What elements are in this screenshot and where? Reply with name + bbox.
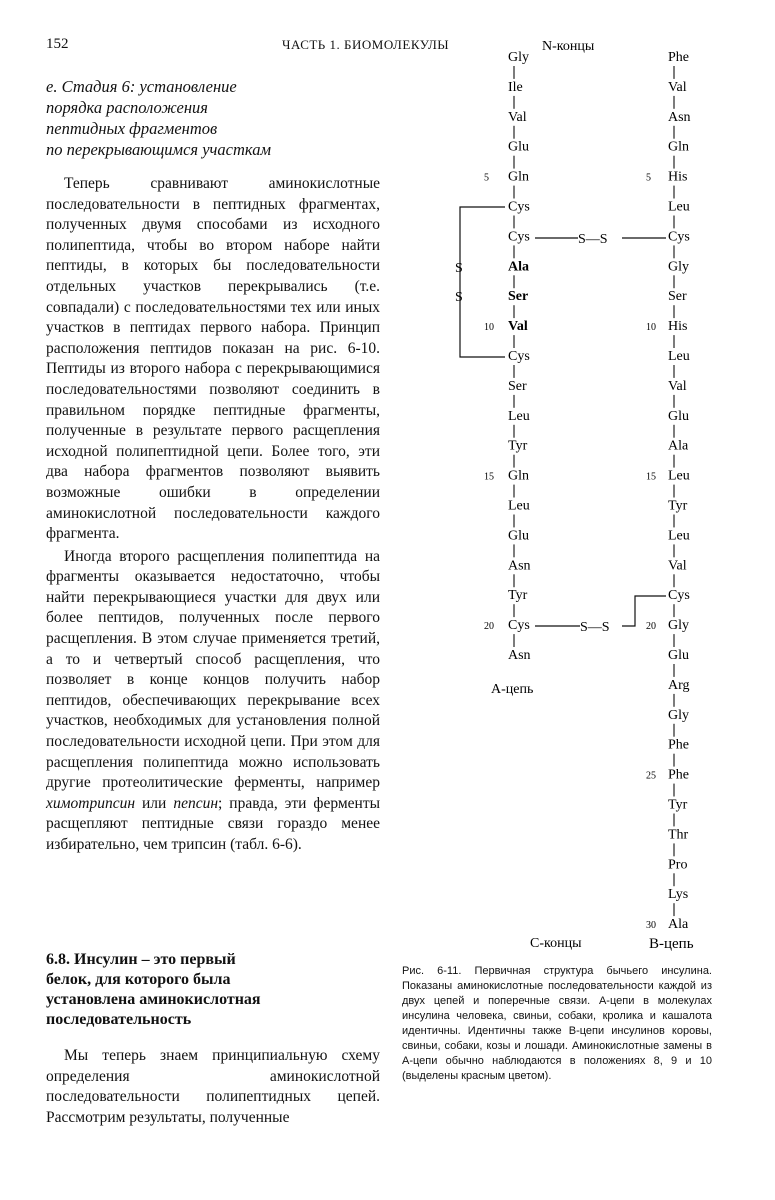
interchain-disulfide-label: S—S: [578, 232, 608, 247]
b-chain-residue: Ala: [668, 917, 689, 933]
a-chain-residue: Gly: [508, 50, 529, 65]
intrachain-s-label: S: [455, 261, 463, 276]
b-chain-residue: Leu: [668, 468, 690, 484]
a-chain-position-marker: 5: [484, 172, 489, 184]
b-chain-residue: Gly: [668, 707, 689, 723]
b-chain-position-marker: 30: [646, 920, 656, 932]
b-chain-residue: Tyr: [668, 797, 688, 813]
b-chain-residue: Tyr: [668, 498, 688, 514]
section-title-line: е. Стадия 6: установление: [46, 77, 237, 96]
heading-line: белок, для которого была: [46, 971, 231, 988]
a-chain-residue: Tyr: [508, 438, 528, 454]
b-chain-residue: Phe: [668, 50, 689, 65]
section-title-line: по перекрывающимся участкам: [46, 140, 271, 159]
a-chain-residue: Glu: [508, 528, 529, 544]
b-chain-residue: Arg: [668, 677, 690, 693]
b-chain-residue: Cys: [668, 229, 690, 245]
b-chain-residue: Cys: [668, 588, 690, 604]
n-ends-label: N-концы: [542, 39, 595, 54]
a-chain-residue: Val: [508, 319, 528, 335]
b-chain-position-marker: 5: [646, 172, 651, 184]
paragraph-2-start: Иногда второго расщепления полипептида на фрагменты оказывается недостаточно, чтобы найти перекрывающиеся участки для двух или более пептидов, полученных после первого расщепления. В этом случае применяется третий, а то и четвертый способ расщепления, что позволяет в конце концов получить набор пептидов, обеспечивающих перекрывание всех участков, необходимых для установления полной последовательности исходной цепи. При этом для расщепления полипептида можно использовать другие протеолитические ферменты, например: [46, 547, 380, 792]
a-chain-residue: Asn: [508, 648, 531, 663]
enzyme-pepsin: пепсин: [173, 794, 219, 812]
a-chain-residue: Cys: [508, 199, 530, 215]
b-chain-residue: Val: [668, 79, 687, 95]
a-chain-residue: Ser: [508, 378, 527, 394]
b-chain-residue: Asn: [668, 109, 691, 125]
b-chain-residue: Gly: [668, 259, 689, 275]
b-chain-residue: Val: [668, 558, 687, 574]
a-chain-residue: Ile: [508, 79, 523, 95]
heading-line: последовательность: [46, 1011, 192, 1028]
b-chain-residue: Leu: [668, 528, 690, 544]
a-chain-residue: Ala: [508, 259, 529, 275]
b-chain-residue: Glu: [668, 408, 689, 424]
a-chain-residue: Asn: [508, 558, 531, 574]
a-chain-residue: Cys: [508, 349, 530, 364]
b-chain-residues: [646, 50, 691, 932]
b-chain-residue: Leu: [668, 349, 690, 364]
a-chain-residue: Cys: [508, 229, 530, 245]
a-chain-label: А-цепь: [491, 682, 534, 697]
body-paragraph-3: Мы теперь знаем принципиальную схему определения аминокислотной последовательности полипептидных цепей. Рассмотрим результаты, полученные: [46, 1047, 380, 1126]
b-chain-position-marker: 20: [646, 621, 656, 633]
a-chain-residue: Cys: [508, 618, 530, 634]
a-chain-residue: Val: [508, 109, 527, 125]
body-column-lower: [46, 1046, 380, 1128]
b-chain-residue: Phe: [668, 767, 689, 783]
running-head: ЧАСТЬ 1. БИОМОЛЕКУЛЫ: [282, 37, 450, 52]
a-chain-residue: Ser: [508, 289, 529, 305]
intrachain-s-label: S: [455, 290, 463, 305]
b-chain-residue: Pro: [668, 857, 688, 873]
b-chain-residue: Leu: [668, 199, 690, 215]
heading-line: 6.8. Инсулин – это первый: [46, 951, 236, 968]
enzyme-chymotrypsin: химотрипсин: [46, 794, 136, 812]
b-chain-position-marker: 25: [646, 770, 656, 782]
b-chain-residue: Phe: [668, 737, 689, 753]
b-chain-residue: Val: [668, 378, 687, 394]
a-chain-position-marker: 15: [484, 471, 494, 483]
page-number: 152: [46, 36, 69, 52]
b-chain-residue: Gln: [668, 139, 689, 155]
body-paragraph-1: Теперь сравнивают аминокислотные последовательности в пептидных фрагментах, полученных двумя способами из исходного полипептида, чтобы во втором наборе найти пептиды, в которых бы последовательности отдельных участков перекрывались (т.е. совпадали) с последовательностями тех или иных участков в пептидах первого набора. Принцип расположения пептидов показан на рис. 6-10. Пептиды из второго набора с перекрывающимися последовательностями позволяют соединить в правильном порядке пептидные фрагменты, полученные в результате первого расщепления исходной полипептидной цепи. Более того, эти два набора фрагментов позволяют выявить возможные ошибки в определении аминокислотной последовательности каждого фрагмента.: [46, 175, 380, 543]
b-chain-residue: His: [668, 169, 688, 185]
b-chain-label: В-цепь: [649, 936, 694, 952]
a-chain-residue: Leu: [508, 408, 530, 424]
b-chain-position-marker: 10: [646, 322, 656, 334]
interchain-bond-line: [622, 596, 666, 626]
word-or: или: [142, 794, 167, 812]
b-chain-residue: Glu: [668, 648, 689, 663]
intrachain-disulfide-bracket: [460, 207, 505, 357]
c-ends-label: С-концы: [530, 936, 582, 951]
b-chain-residue: Ala: [668, 438, 689, 454]
interchain-disulfide-label: S—S: [580, 620, 610, 635]
a-chain-position-marker: 20: [484, 621, 494, 633]
b-chain-residue: Ser: [668, 289, 687, 305]
b-chain-residue: Lys: [668, 887, 689, 903]
section-title-line: пептидных фрагментов: [46, 119, 218, 138]
section-title-line: порядка расположения: [46, 98, 208, 117]
a-chain-residue: Glu: [508, 139, 529, 155]
a-chain-residue: Gln: [508, 468, 529, 484]
paragraph-2-end: ; правда, эти ферменты расщепляют пептидные связи гораздо менее избирательно, чем трипсин (табл. 6-6).: [46, 794, 381, 853]
heading-line: установлена аминокислотная: [46, 991, 261, 1008]
b-chain-residue: Thr: [668, 827, 689, 843]
b-chain-residue: Gly: [668, 618, 689, 634]
a-chain-residue: Gln: [508, 169, 529, 185]
a-chain-residue: Leu: [508, 498, 530, 514]
section-heading-6-8: [46, 950, 346, 1030]
a-chain-position-marker: 10: [484, 322, 494, 334]
a-chain-residue: Tyr: [508, 588, 528, 604]
b-chain-position-marker: 15: [646, 471, 656, 483]
b-chain-residue: His: [668, 319, 688, 335]
figure-caption: Рис. 6-11. Первичная структура бычьего инсулина. Показаны аминокислотные последовательности каждой из двух цепей и поперечные связи. А-цепи в молекулах инсулина человека, свиньи, собаки, кролика и кашалота идентичны. Идентичны также В-цепи инсулинов коровы, свиньи, собаки, козы и лошади. Аминокислотные замены в А-цепи обычно наблюдаются в положениях 8, 9 и 10 (выделены красным цветом).: [402, 965, 712, 1082]
